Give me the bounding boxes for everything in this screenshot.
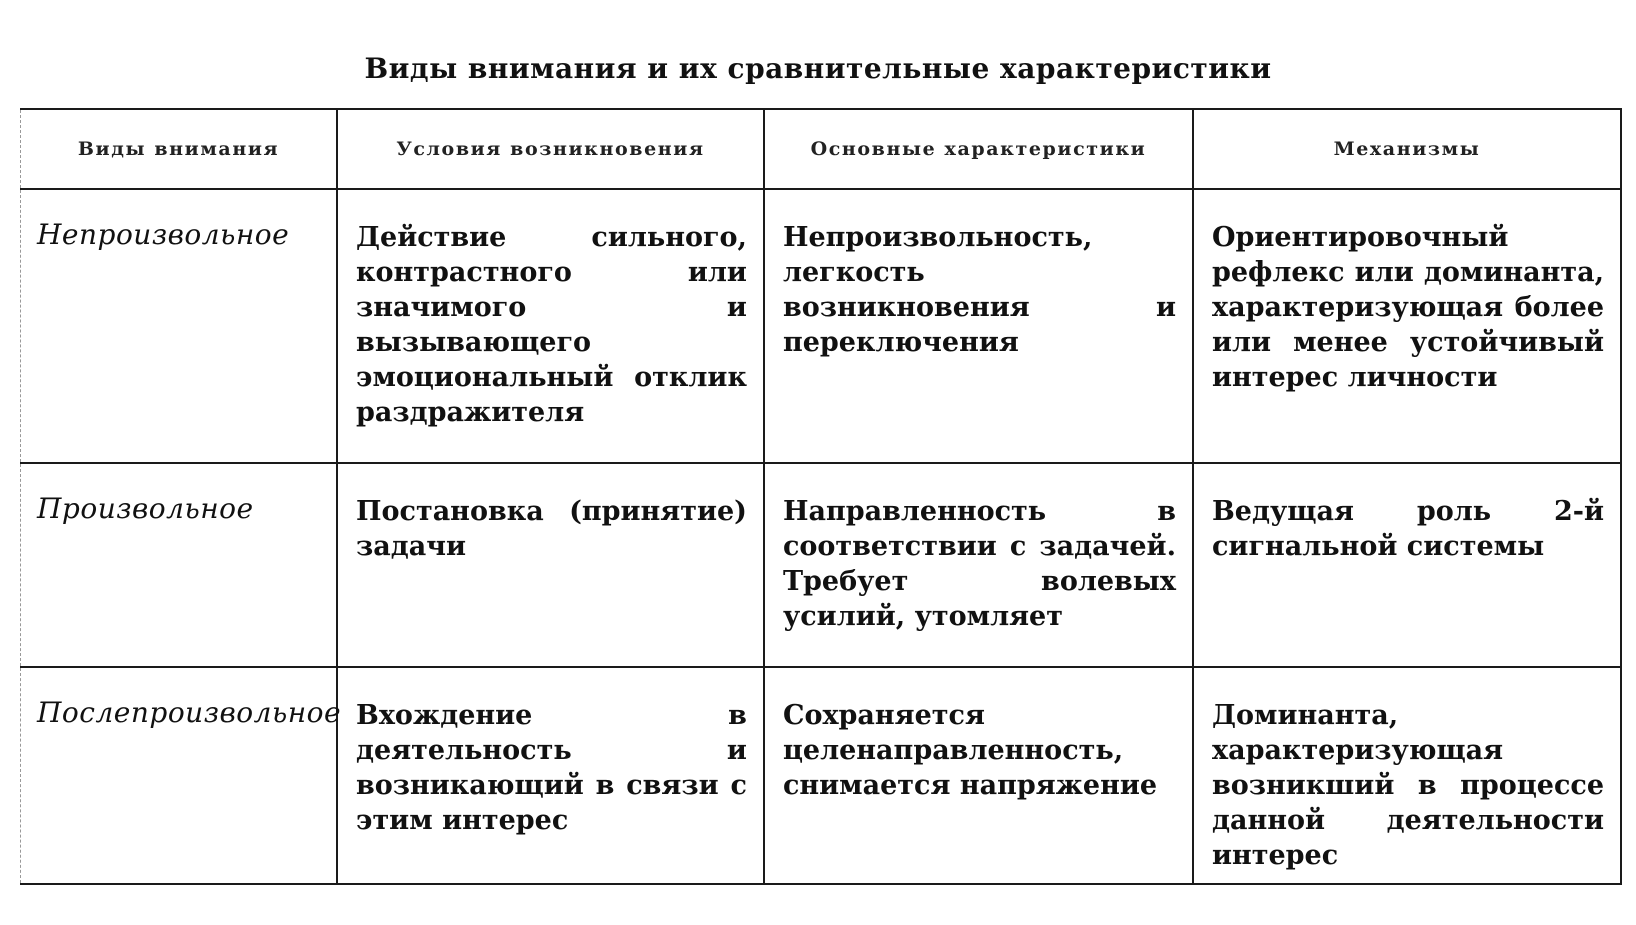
characteristics-text: Направленность в соответствии с задачей. Требует волевых усилий, утомляет (782, 496, 1176, 632)
table-row (21, 667, 1622, 884)
mechanisms-cell (1193, 463, 1621, 667)
kind-label: Непроизвольное (37, 218, 290, 251)
header-kinds: Виды внимания (21, 109, 338, 189)
characteristics-text: Сохраняется целенаправленность, снимается напряжение (782, 700, 1158, 801)
table-row (21, 463, 1622, 667)
mechanisms-text: Ведущая роль 2-й сигнальной системы (1211, 496, 1604, 562)
conditions-text: Постановка (принятие) задачи (356, 496, 747, 562)
conditions-cell (337, 667, 764, 884)
table-header-row (21, 109, 1622, 189)
characteristics-cell (764, 667, 1193, 884)
mechanisms-text: Ориентировочный рефлекс или доминанта, характеризующая более или менее устойчивый интерес личности (1211, 222, 1604, 393)
kind-cell (21, 189, 338, 463)
header-characteristics: Основные характеристики (764, 109, 1193, 189)
conditions-text: Действие сильного, контрастного или значимого и вызывающего эмоциональный отклик раздражителя (356, 222, 747, 428)
conditions-cell (337, 189, 764, 463)
mechanisms-cell (1193, 189, 1621, 463)
mechanisms-cell (1193, 667, 1621, 884)
characteristics-text: Непроизвольность, легкость возникновения и переключения (782, 222, 1176, 358)
table-row (21, 189, 1622, 463)
attention-types-table (20, 108, 1622, 885)
kind-cell (21, 463, 338, 667)
conditions-text: Вхождение в деятельность и возникающий в связи с этим интерес (356, 700, 747, 836)
characteristics-cell (764, 463, 1193, 667)
kind-label: Послепроизвольное (37, 696, 342, 729)
header-conditions: Условия возникновения (337, 109, 764, 189)
header-mechanisms: Механизмы (1193, 109, 1621, 189)
kind-label: Произвольное (37, 492, 254, 525)
characteristics-cell (764, 189, 1193, 463)
kind-cell (21, 667, 342, 884)
table-title: Виды внимания и их сравнительные характеристики (364, 52, 1272, 85)
conditions-cell (337, 463, 764, 667)
mechanisms-text: Доминанта, характеризующая возникший в процессе данной деятельности интерес (1211, 700, 1604, 871)
